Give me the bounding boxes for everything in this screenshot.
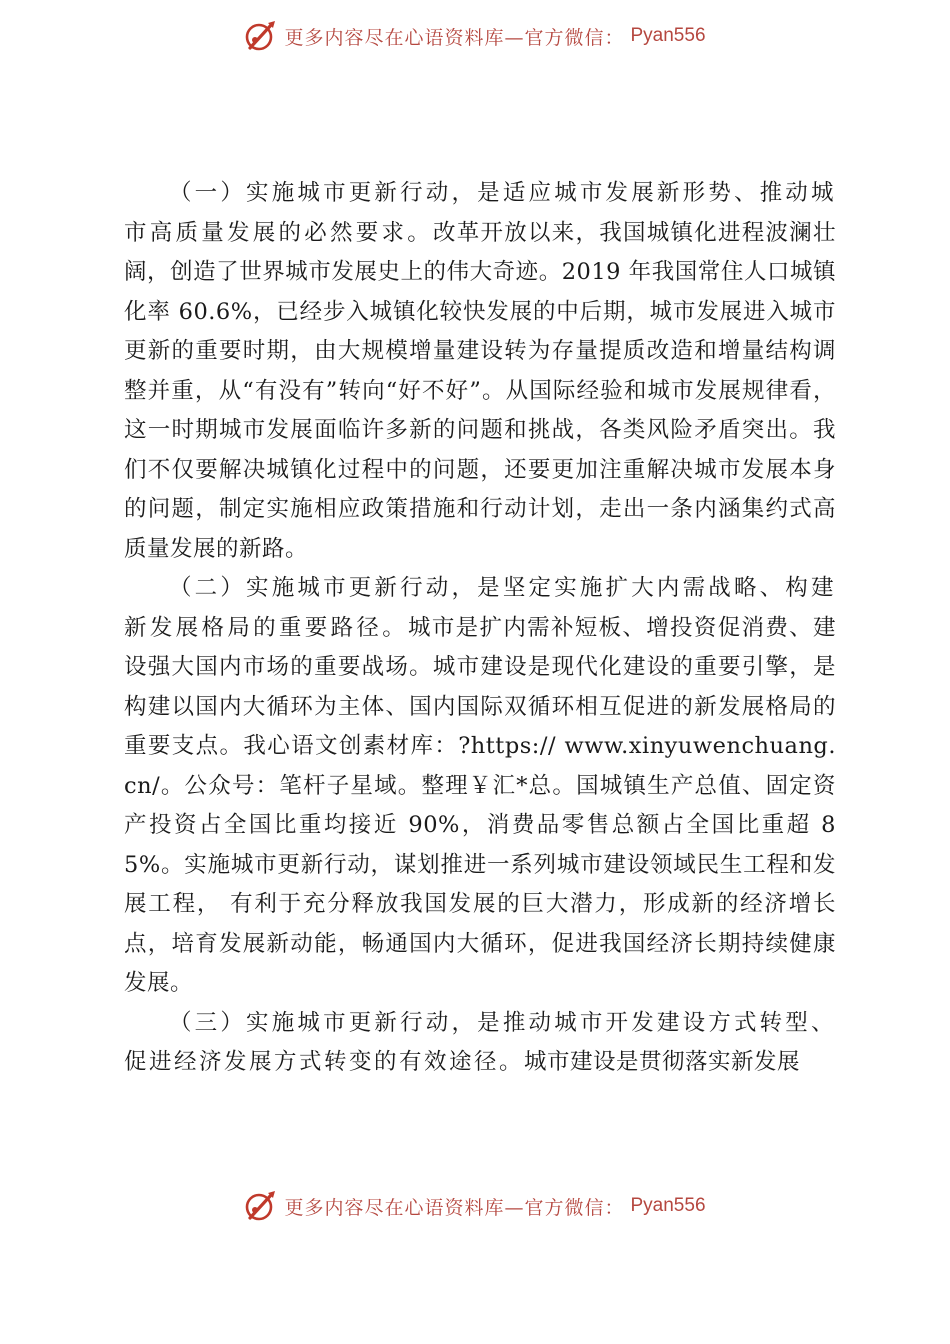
banner-wechat-id: Pyan556	[630, 25, 706, 46]
brush-logo-icon	[244, 1189, 278, 1223]
paragraph-2-body: 城市是扩内需补短板、增投资促消费、建设强大国内市场的重要战场。城市建设是现代化建设的重要引擎，是构建以国内大循环为主体、国内国际双循环相互促进的新发展格局的重要支点。我心语文创素材库：?https:// www.xinyuwenchuang.cn/。公众号：笔杆子星域。整理￥汇*总。国城镇生产总值、固定资产投资占全国比重均接近 90%，消费品零售总额占全国比重超 85%。实施城市更新行动，谋划推进一系列城市建设领域民生工程和发展工程， 有利于充分释放我国发展的巨大潜力，形成新的经济增长点，培育发展新动能，畅通国内大循环，促进我国经济长期持续健康发展。	[124, 614, 836, 996]
banner-text: 更多内容尽在心语资料库—官方微信：	[284, 1196, 625, 1219]
banner-wechat-id: Pyan556	[630, 1195, 706, 1216]
paragraph-1-body: 改革开放以来，我国城镇化进程波澜壮阔，创造了世界城市发展史上的伟大奇迹。2019 年我国常住人口城镇化率 60.6%，已经步入城镇化较快发展的中后期，城市发展进入城市更新的重要时期，由大规模增量建设转为存量提质改造和增量结构调整并重，从“有没有”转向“好不好”。从国际经验和城市发展规律看，这一时期城市发展面临许多新的问题和挑战，各类风险矛盾突出。我们不仅要解决城镇化过程中的问题，还要更加注重解决城市发展本身的问题，制定实施相应政策措施和行动计划，走出一条内涵集约式高质量发展的新路。	[124, 219, 836, 562]
brush-logo-icon	[244, 19, 278, 53]
paragraph-1	[124, 174, 836, 569]
paragraph-1-heading: （一）实施城市更新行动，是适应城市发展新形势、推动城市高质量发展的必然要求。	[124, 180, 836, 246]
paragraph-3-body: 城市建设是贯彻落实新发展	[524, 1049, 801, 1075]
banner-text: 更多内容尽在心语资料库—官方微信：	[284, 26, 625, 49]
document-body	[124, 174, 836, 1083]
footer-banner	[0, 1186, 950, 1226]
header-banner	[0, 16, 950, 56]
paragraph-2-heading: （二）实施城市更新行动，是坚定实施扩大内需战略、构建新发展格局的重要路径。	[124, 575, 836, 641]
paragraph-3	[124, 1004, 836, 1083]
paragraph-2	[124, 569, 836, 1004]
paragraph-3-heading: （三）实施城市更新行动，是推动城市开发建设方式转型、促进经济发展方式转变的有效途径。	[124, 1009, 836, 1075]
